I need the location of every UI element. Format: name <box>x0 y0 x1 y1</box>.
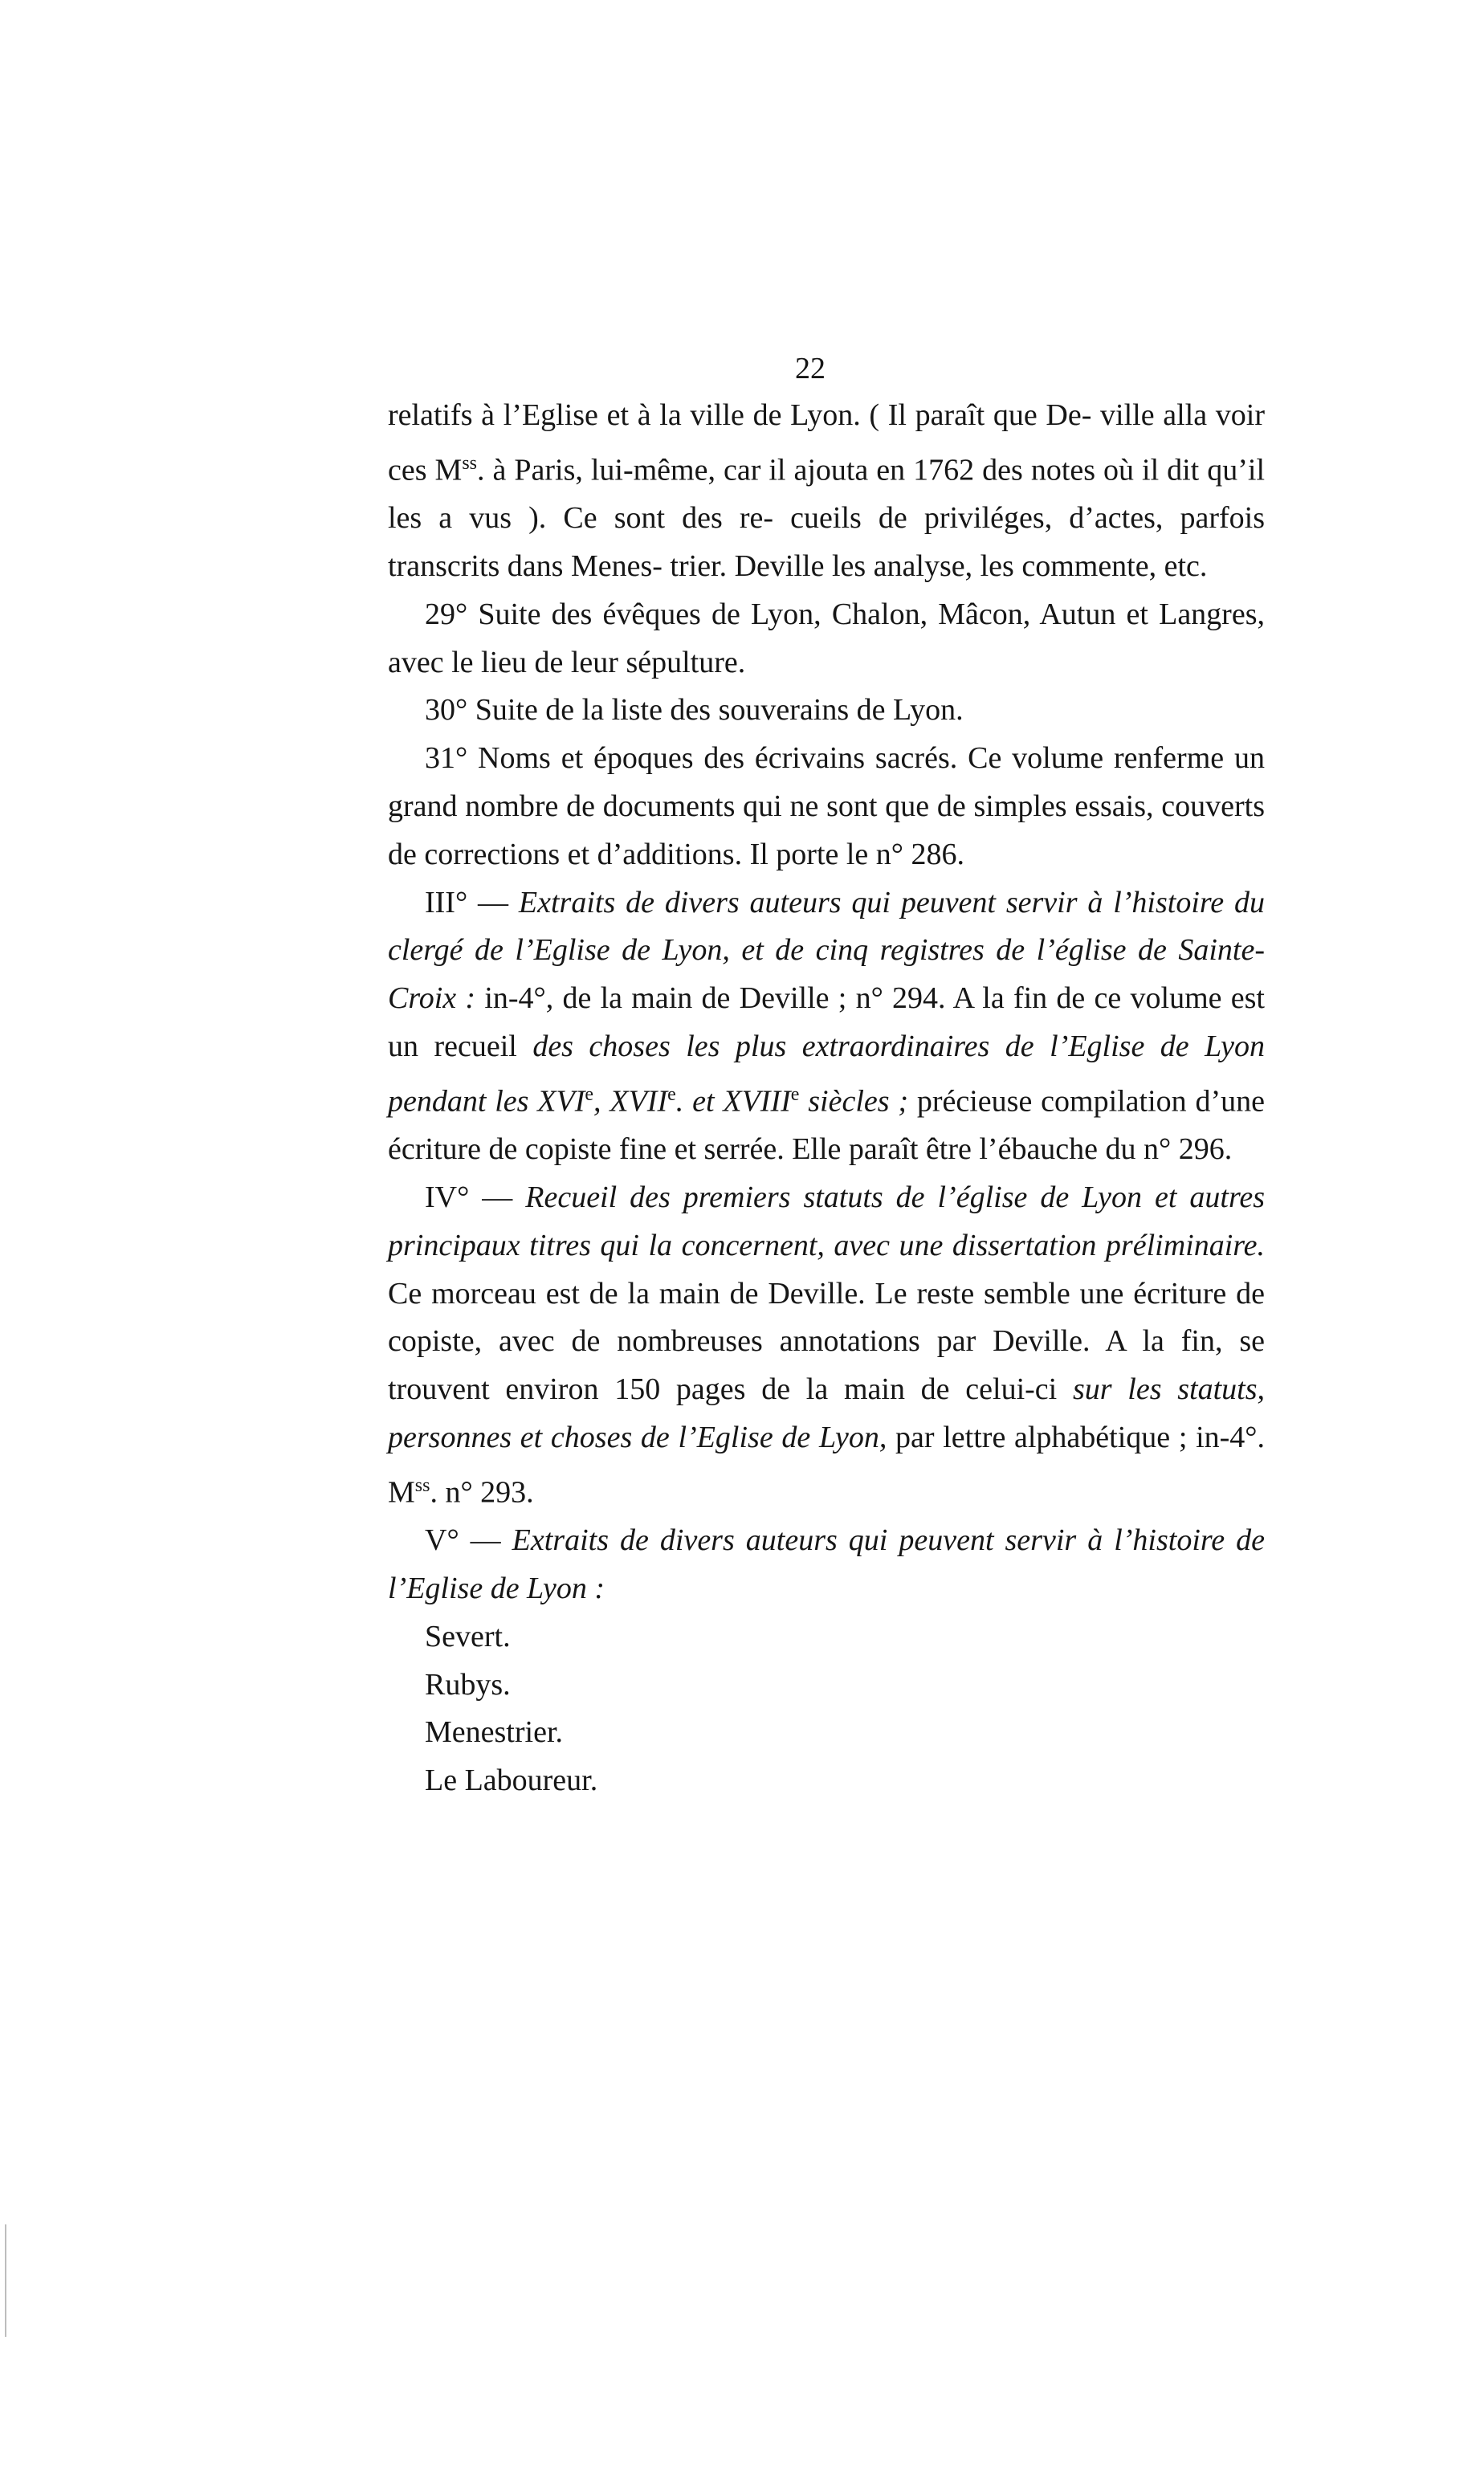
entry-text: précieuse compilation d’une écriture de copiste fine et serrée. Elle paraît être l’ébauche du n° 296. <box>388 1084 1266 1167</box>
paragraph-item-31: 31° Noms et époques des écrivains sacrés. Ce volume renferme un grand nombre de documents qui ne sont que de simples essais, couverts de corrections et d’additions. Il porte le n° 286. <box>388 741 1265 871</box>
entry-separator: , <box>593 1084 610 1119</box>
entry-title: siècles ; <box>799 1084 909 1119</box>
superscript: ss <box>414 1474 430 1496</box>
entry-dash: — <box>459 1523 512 1558</box>
entry-title: Recueil des premiers statuts de l’église de Lyon et autres principaux titres qui la concernent, avec une dissertation préliminaire. <box>388 1180 1265 1262</box>
entry-text: . n° 293. <box>430 1475 534 1510</box>
author-list-item: Severt. <box>425 1619 511 1653</box>
entry-number: IV° <box>425 1180 470 1215</box>
entry-text: Ce morceau est de la main de Deville. Le reste semble une écriture de copiste, avec de nombreuses annotations par Deville. A la fin, se trouvent environ 150 pages de la main de celui-ci <box>388 1276 1265 1407</box>
entry-title: XVII <box>610 1084 668 1119</box>
entry-text: in-4°, de la main de Deville ; n° 294. A la fin de ce volume est un recueil <box>388 981 1265 1064</box>
entry-v <box>388 1517 1265 1613</box>
entry-separator: . <box>675 1084 693 1119</box>
entry-iii <box>388 879 1265 1174</box>
superscript: e <box>667 1083 676 1105</box>
paragraph-intro <box>388 392 1265 591</box>
entry-title: Extraits de divers auteurs qui peuvent servir à l’histoire de l’Eglise de Lyon : <box>388 1523 1265 1606</box>
entry-title: Extraits de divers auteurs qui peuvent servir à l’histoire du clergé de l’Eglise de Lyon, et de cinq registres de l’église de Sainte-Croix : <box>388 885 1265 1016</box>
page-number: 22 <box>795 352 826 385</box>
text-line: relatifs à l’Eglise et à la ville de Lyon. ( Il paraît que De- <box>388 398 1092 432</box>
text-line: 1762 des notes où il dit qu’il les a vus ). Ce sont des re- <box>388 453 1266 536</box>
entry-dash: — <box>469 1180 526 1215</box>
entry-dash: — <box>467 885 519 919</box>
superscript: ss <box>462 452 477 474</box>
entry-text: par lettre alphabétique ; in-4°. M <box>388 1421 1266 1510</box>
page-body <box>388 392 1265 1805</box>
text-line: trier. Deville les analyse, les commente, etc. <box>670 549 1208 584</box>
entry-title: sur les statuts, personnes et choses de l’Eglise de Lyon, <box>388 1372 1265 1455</box>
author-list-item: Rubys. <box>425 1667 511 1702</box>
text-line: . à Paris, lui-même, car il ajouta en <box>477 453 906 487</box>
entry-title: des choses les plus extraordinaires de l’Eglise de Lyon pendant les XVI <box>388 1029 1265 1119</box>
entry-number: V° <box>425 1523 459 1558</box>
entry-title: et XVIII <box>692 1084 791 1119</box>
entry-number: III° <box>425 885 468 919</box>
text-line: ville alla voir ces M <box>388 398 1265 487</box>
superscript: e <box>585 1083 594 1105</box>
author-list-item: Menestrier. <box>425 1715 564 1750</box>
paragraph-item-29: 29° Suite des évêques de Lyon, Chalon, Mâcon, Autun et Langres, avec le lieu de leur sépulture. <box>388 597 1265 679</box>
scan-edge-mark <box>5 2224 6 2337</box>
author-list-item: Le Laboureur. <box>425 1763 598 1798</box>
entry-iv <box>388 1174 1265 1517</box>
paragraph-item-30: 30° Suite de la liste des souverains de Lyon. <box>425 693 964 728</box>
text-line: cueils de priviléges, d’actes, parfois transcrits dans Menes- <box>388 501 1265 584</box>
superscript: e <box>790 1083 800 1105</box>
